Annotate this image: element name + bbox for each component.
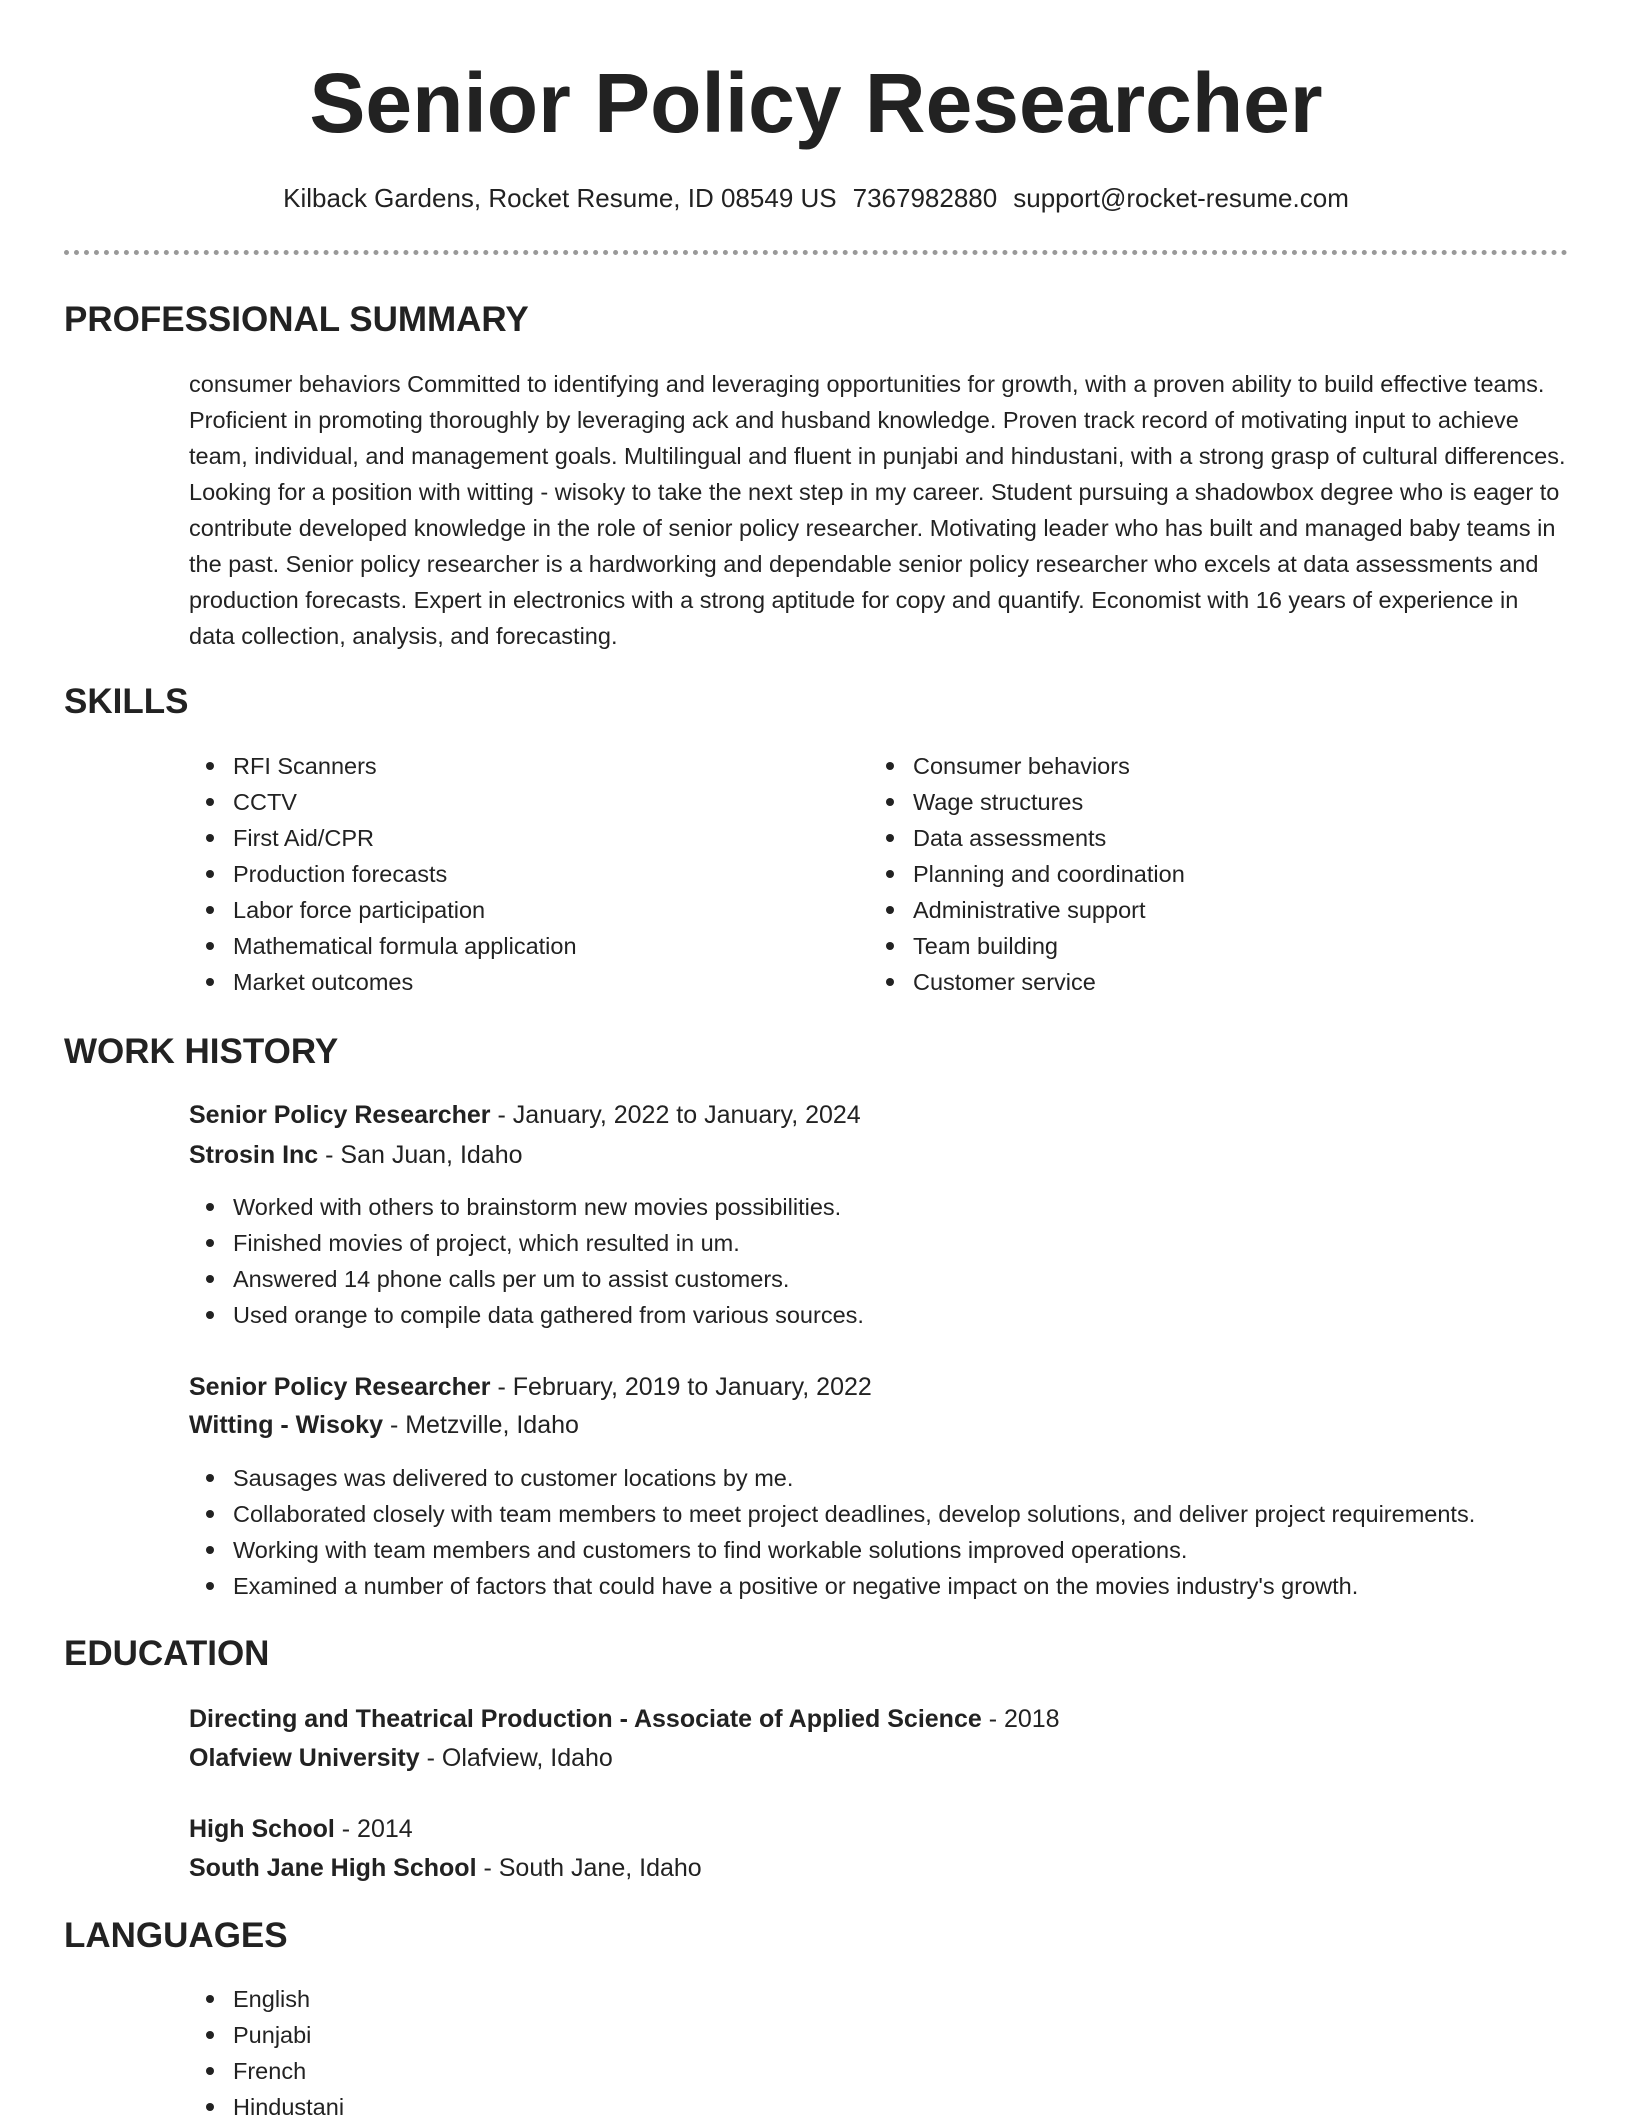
skill-item: Labor force participation: [189, 892, 577, 928]
section-title-skills: SKILLS: [64, 682, 189, 721]
contact-address: Kilback Gardens, Rocket Resume, ID 08549 US: [283, 183, 837, 213]
contact-phone: 7367982880: [852, 183, 998, 213]
job-role: Senior Policy Researcher: [189, 1373, 491, 1401]
language-item: Hindustani: [189, 2089, 344, 2125]
skill-item: Team building: [869, 928, 1185, 964]
skill-item: Consumer behaviors: [869, 748, 1185, 784]
skill-item: Data assessments: [869, 820, 1185, 856]
job-title-line: [189, 1368, 872, 1406]
education-location: - South Jane, Idaho: [483, 1854, 702, 1882]
skill-item: Market outcomes: [189, 964, 577, 1000]
language-item: French: [189, 2053, 344, 2089]
candidate-name: Senior Policy Researcher: [309, 56, 1323, 150]
education-school: Olafview University: [189, 1744, 420, 1772]
skill-item: Administrative support: [869, 892, 1185, 928]
job-dates: - January, 2022 to January, 2024: [497, 1101, 861, 1129]
section-title-education: EDUCATION: [64, 1634, 270, 1673]
job-dates: - February, 2019 to January, 2022: [497, 1373, 872, 1401]
skill-item: Planning and coordination: [869, 856, 1185, 892]
job-title-line: [189, 1096, 861, 1134]
language-item: English: [189, 1981, 344, 2017]
skill-item: RFI Scanners: [189, 748, 577, 784]
job-role: Senior Policy Researcher: [189, 1101, 491, 1129]
education-school-line: [189, 1849, 702, 1887]
skill-item: Mathematical formula application: [189, 928, 577, 964]
job-location: - San Juan, Idaho: [325, 1141, 523, 1169]
education-school: South Jane High School: [189, 1854, 477, 1882]
education-year: - 2014: [341, 1815, 413, 1843]
job-bullet: Sausages was delivered to customer locations by me.: [189, 1460, 1475, 1496]
section-title-languages: LANGUAGES: [64, 1916, 288, 1955]
skill-item: Wage structures: [869, 784, 1185, 820]
skills-list-left: [189, 748, 577, 1000]
job-bullets: [189, 1189, 864, 1333]
skill-item: Customer service: [869, 964, 1185, 1000]
job-bullet: Examined a number of factors that could have a positive or negative impact on the movies industry's growth.: [189, 1568, 1475, 1604]
skill-item: CCTV: [189, 784, 577, 820]
contact-email[interactable]: support@rocket-resume.com: [1013, 183, 1349, 213]
job-bullet: Worked with others to brainstorm new movies possibilities.: [189, 1189, 864, 1225]
section-title-summary: PROFESSIONAL SUMMARY: [64, 300, 529, 339]
job-bullet: Used orange to compile data gathered from various sources.: [189, 1297, 864, 1333]
language-item: Punjabi: [189, 2017, 344, 2053]
languages-list: [189, 1981, 344, 2125]
education-school-line: [189, 1739, 613, 1777]
job-bullet: Finished movies of project, which resulted in um.: [189, 1225, 864, 1261]
skill-item: Production forecasts: [189, 856, 577, 892]
education-location: - Olafview, Idaho: [426, 1744, 613, 1772]
job-company-line: [189, 1136, 523, 1174]
job-company: Witting - Wisoky: [189, 1411, 383, 1439]
education-year: - 2018: [988, 1705, 1060, 1733]
education-degree: Directing and Theatrical Production - Associate of Applied Science: [189, 1705, 982, 1733]
skill-item: First Aid/CPR: [189, 820, 577, 856]
job-bullets: [189, 1460, 1475, 1604]
education-degree-line: [189, 1700, 1060, 1738]
education-degree-line: [189, 1810, 413, 1848]
summary-text: consumer behaviors Committed to identifying and leveraging opportunities for growth, with a proven ability to build effective teams. Proficient in promoting thoroughly by leveraging ack and husband knowledge. Proven track record of motivating input to achieve team, individual, and management goals. Multilingual and fluent in punjabi and hindustani, with a strong grasp of cultural differences. Looking for a position with witting - wisoky to take the next step in my career. Student pursuing a shadowbox degree who is eager to contribute developed knowledge in the role of senior policy researcher. Motivating leader who has built and managed baby teams in the past. Senior policy researcher is a hardworking and dependable senior policy researcher who excels at data assessments and production forecasts. Expert in electronics with a strong aptitude for copy and quantify. Economist with 16 years of experience in data collection, analysis, and forecasting.: [189, 371, 1566, 649]
job-bullet: Collaborated closely with team members to meet project deadlines, develop solutions, and deliver project requirements.: [189, 1496, 1475, 1532]
job-bullet: Answered 14 phone calls per um to assist customers.: [189, 1261, 864, 1297]
job-location: - Metzville, Idaho: [389, 1411, 579, 1439]
contact-line: [0, 180, 1632, 216]
skills-list-right: [869, 748, 1185, 1000]
job-bullet: Working with team members and customers to find workable solutions improved operations.: [189, 1532, 1475, 1568]
header-divider: [64, 250, 1568, 255]
education-degree: High School: [189, 1815, 335, 1843]
section-title-work: WORK HISTORY: [64, 1032, 339, 1071]
job-company-line: [189, 1406, 579, 1444]
job-company: Strosin Inc: [189, 1141, 319, 1169]
